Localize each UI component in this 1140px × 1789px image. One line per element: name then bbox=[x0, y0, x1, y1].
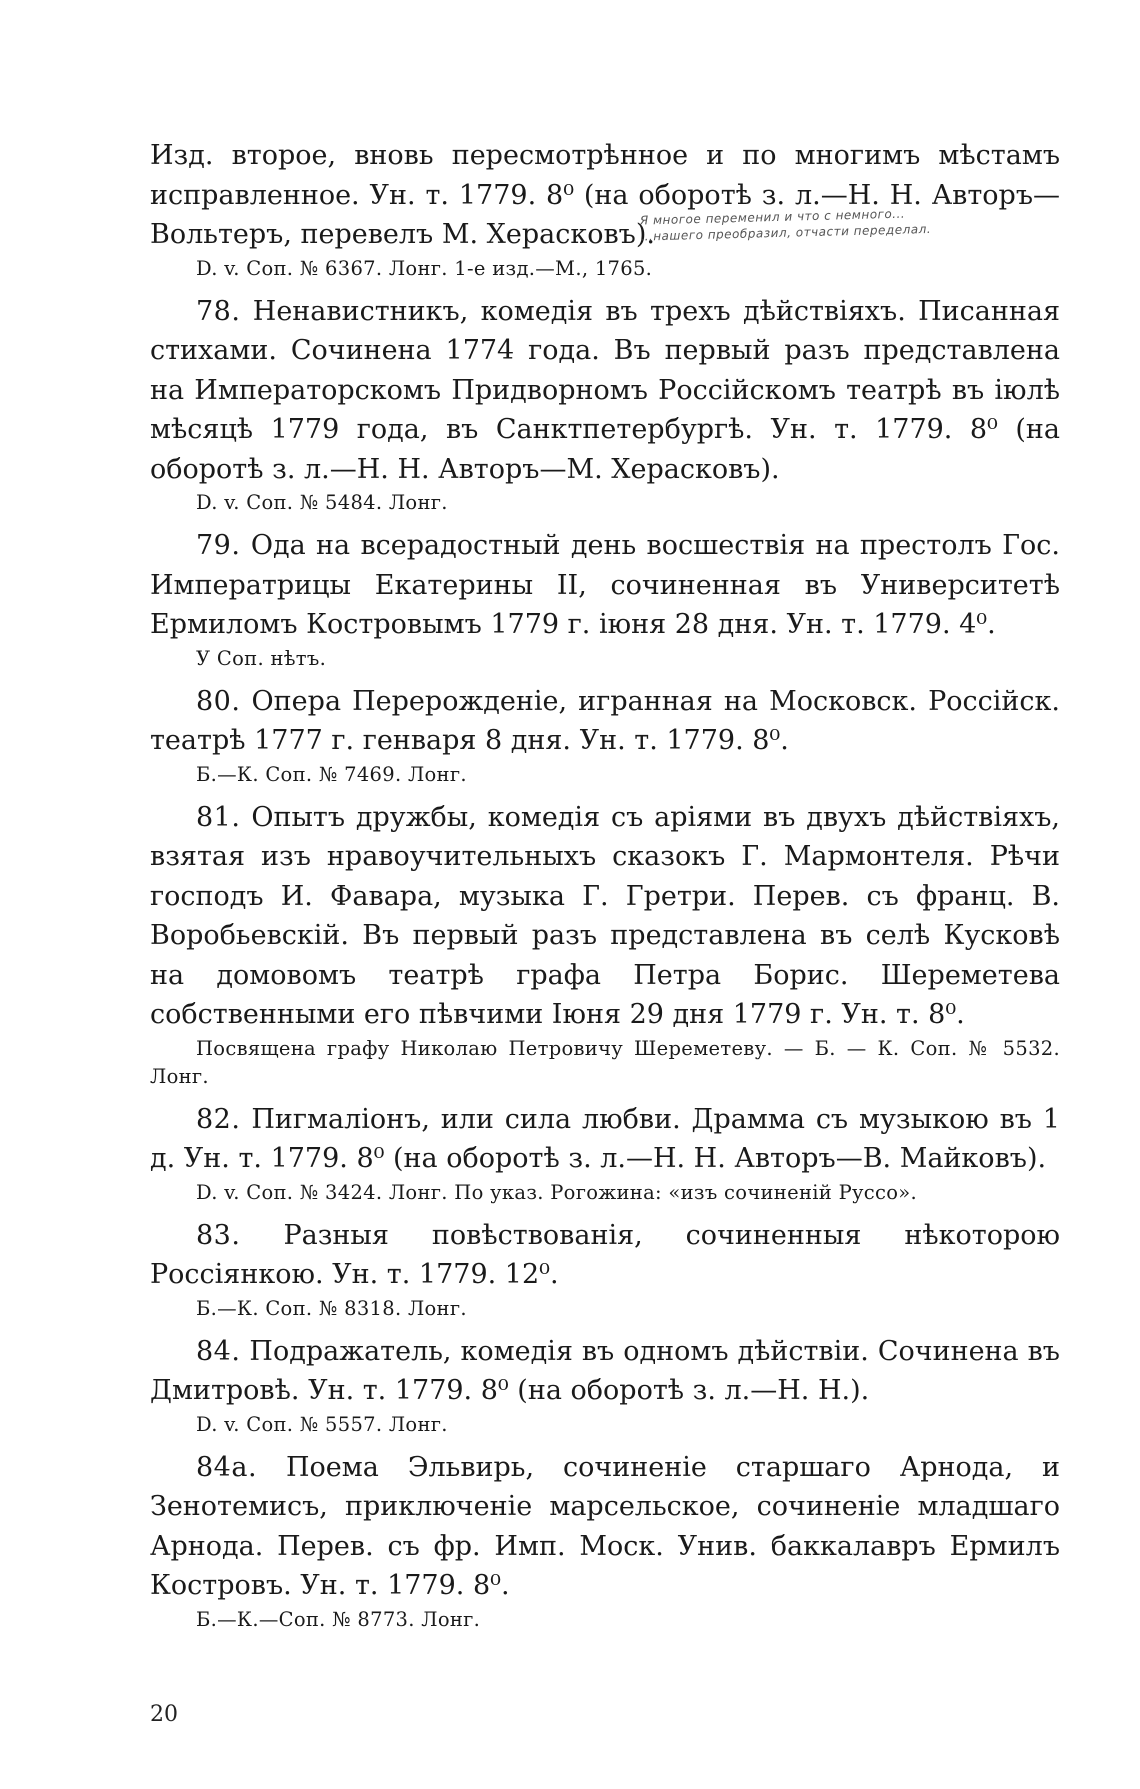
entry-note: D. v. Соп. № 3424. Лонг. По указ. Рогожина: «изъ сочиненій Руссо». bbox=[196, 1180, 917, 1204]
handwritten-line: ...нашего преобразил, отчасти переделал. bbox=[640, 221, 932, 244]
entry-text: Поема Эльвирь, сочиненіе старшаго Арнода, и Зенотемисъ, приключеніе марсельское, сочиненіе младшаго Арнода. Перев. съ фр. Имп. Моск. Унив. баккалавръ Ермилъ Костровъ. Ун. т. 1779. 8⁰. bbox=[150, 1451, 1060, 1601]
handwritten-line: Я многое переменил и что с немного... bbox=[639, 206, 906, 228]
entry-note: Б.—К. Соп. № 8318. Лонг. bbox=[196, 1296, 467, 1320]
entry-number: 78. bbox=[196, 295, 241, 327]
entry-text: Пигмаліонъ, или сила любви. Драмма съ музыкою въ 1 д. Ун. т. 1779. 8⁰ (на оборотѣ з. л.—Н. Н. Авторъ—В. Майковъ). bbox=[150, 1103, 1060, 1174]
catalog-entry-84 bbox=[150, 1332, 1060, 1411]
entry-note: D. v. Соп. № 6367. Лонг. 1-е изд.—М., 1765. bbox=[196, 256, 653, 280]
catalog-entry-82 bbox=[150, 1100, 1060, 1179]
entry-text: Ненавистникъ, комедія въ трехъ дѣйствіяхъ. Писанная стихами. Сочинена 1774 года. Въ первый разъ представлена на Императорскомъ Придворномъ Россійскомъ театрѣ въ іюлѣ мѣсяцѣ 1779 года, въ Санктпетербургѣ. Ун. т. 1779. 8⁰ (на оборотѣ з. л.—Н. Н. Авторъ—М. Херасковъ). bbox=[150, 295, 1060, 485]
entry-number: 84а. bbox=[196, 1451, 258, 1483]
entry-number: 81. bbox=[196, 801, 241, 833]
entry-note: D. v. Соп. № 5557. Лонг. bbox=[196, 1412, 448, 1436]
entry-text: Подражатель, комедія въ одномъ дѣйствіи. Сочинена въ Дмитровѣ. Ун. т. 1779. 8⁰ (на оборотѣ з. л.—Н. Н.). bbox=[150, 1335, 1060, 1406]
entry-number: 79. bbox=[196, 530, 241, 561]
entry-text: Ода на всерадостный день восшествія на престолъ Гос. Императрицы Екатерины II, сочиненная въ Университетѣ Ермиломъ Костровымъ 1779 г. іюня 28 дня. Ун. т. 1779. 4⁰. bbox=[150, 530, 1061, 640]
catalog-entry-78 bbox=[150, 292, 1060, 490]
entry-number: 80. bbox=[196, 685, 241, 717]
entry-text: Разныя повѣствованія, сочиненныя нѣкоторою Россіянкою. Ун. т. 1779. 12⁰. bbox=[150, 1219, 1061, 1290]
entry-note: У Соп. нѣтъ. bbox=[196, 646, 327, 670]
entry-number: 82. bbox=[196, 1103, 241, 1135]
catalog-entry-84a bbox=[150, 1448, 1060, 1606]
entry-text: Опера Перерожденіе, игранная на Московск. Россійск. театрѣ 1777 г. генваря 8 дня. Ун. т. 1779. 8⁰. bbox=[150, 685, 1060, 756]
entry-note: Б.—К.—Соп. № 8773. Лонг. bbox=[196, 1607, 481, 1631]
catalog-entry-81 bbox=[150, 798, 1060, 1035]
catalog-entry-80 bbox=[150, 682, 1060, 761]
entry-number: 83. bbox=[196, 1219, 241, 1251]
entry-note: Посвящена графу Николаю Петровичу Шереметеву. — Б. — К. Соп. № 5532. Лонг. bbox=[150, 1036, 1060, 1088]
catalog-entry-79 bbox=[150, 526, 1060, 645]
entry-text: Опытъ дружбы, комедія съ аріями въ двухъ дѣйствіяхъ, взятая изъ нравоучительныхъ сказокъ Г. Мармонтеля. Рѣчи господъ И. Фавара, музыка Г. Гретри. Перев. съ франц. В. Воробьевскій. Въ первый разъ представлена въ селѣ Кусковѣ на домовомъ театрѣ графа Петра Борис. Шереметева собственными его пѣвчими Іюня 29 дня 1779 г. Ун. т. 8⁰. bbox=[150, 801, 1060, 1030]
entry-text: Изд. второе, вновь пересмотрѣнное и по многимъ мѣстамъ исправленное. Ун. т. 1779. 8⁰ (на оборотѣ з. л.—Н. Н. Авторъ—Вольтеръ, перевелъ М. Херасковъ). bbox=[150, 140, 1060, 250]
catalog-entry-83 bbox=[150, 1216, 1060, 1295]
entry-note: D. v. Соп. № 5484. Лонг. bbox=[196, 491, 448, 514]
page-number: 20 bbox=[150, 1702, 178, 1727]
entry-number: 84. bbox=[196, 1335, 241, 1367]
entry-note: Б.—К. Соп. № 7469. Лонг. bbox=[196, 762, 467, 786]
